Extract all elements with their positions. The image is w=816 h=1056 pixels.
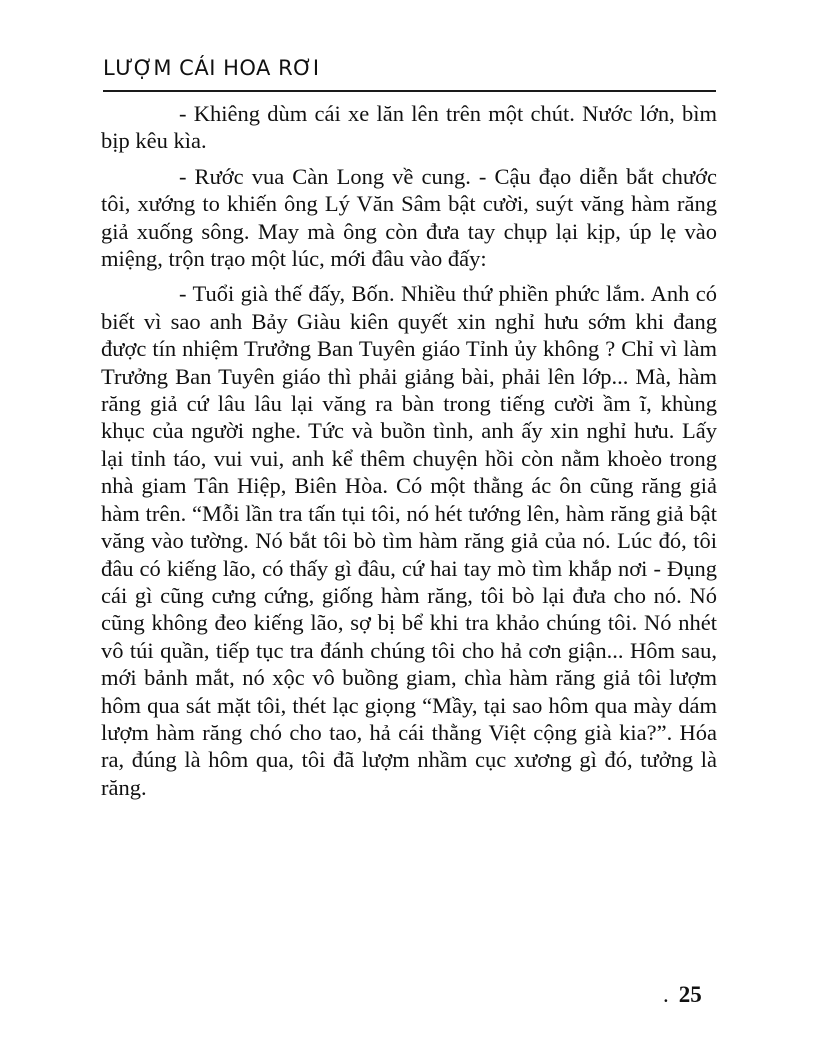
paragraph-1: - Khiêng dùm cái xe lăn lên trên một chút. Nước lớn, bìm bịp kêu kìa. (101, 101, 717, 154)
page-number-area (663, 982, 702, 1008)
header-rule (103, 90, 716, 92)
body-text (101, 100, 717, 801)
paragraph-3: - Tuổi già thế đấy, Bốn. Nhiều thứ phiền phức lắm. Anh có biết vì sao anh Bảy Giàu kiên quyết xin nghỉ hưu sớm khi đang được tín nhiệm Trưởng Ban Tuyên giáo Tỉnh ủy không ? Chỉ vì làm Trưởng Ban Tuyên giáo thì phải giảng bài, phải lên lớp... Mà, hàm răng giả cứ lâu lâu lại văng ra bàn trong tiếng cười ầm ĩ, khùng khục của người nghe. Tức và buồn tình, anh ấy xin nghỉ hưu. Lấy lại tỉnh táo, vui vui, anh kể thêm chuyện hồi còn nằm khoèo trong nhà giam Tân Hiệp, Biên Hòa. Có một thằng ác ôn cũng răng giả hàm trên. “Mỗi lần tra tấn tụi tôi, nó hét tướng lên, hàm răng giả bật văng vào tường. Nó bắt tôi bò tìm hàm răng giả của nó. Lúc đó, tôi đâu có kiếng lão, có thấy gì đâu, cứ hai tay mò tìm khắp nơi - Đụng cái gì cũng cưng cứng, giống hàm răng, tôi bò lại đưa cho nó. Nó cũng không đeo kiếng lão, sợ bị bể khi tra khảo chúng tôi. Nó nhét vô túi quần, tiếp tục tra đánh chúng tôi cho hả cơn giận... Hôm sau, mới bảnh mắt, nó xộc vô buồng giam, chìa hàm răng giả tôi lượm hôm qua sát mặt tôi, thét lạc giọng “Mầy, tại sao hôm qua mày dám lượm hàm răng chó cho tao, hả cái thằng Việt cộng già kia?”. Hóa ra, đúng là hôm qua, tôi đã lượm nhầm cục xương gì đó, tưởng là răng. (101, 281, 717, 800)
running-header-title: LƯỢM CÁI HOA RƠI (103, 56, 320, 80)
page-number: 25 (678, 982, 702, 1007)
paragraph-2: - Rước vua Càn Long về cung. - Cậu đạo diễn bắt chước tôi, xướng to khiến ông Lý Văn Sâm bật cười, suýt văng hàm răng giả xuống sông. May mà ông còn đưa tay chụp lại kịp, úp lẹ vào miệng, trộn trạo một lúc, mới đâu vào đấy: (101, 163, 717, 272)
page-mark: . (663, 982, 669, 1007)
